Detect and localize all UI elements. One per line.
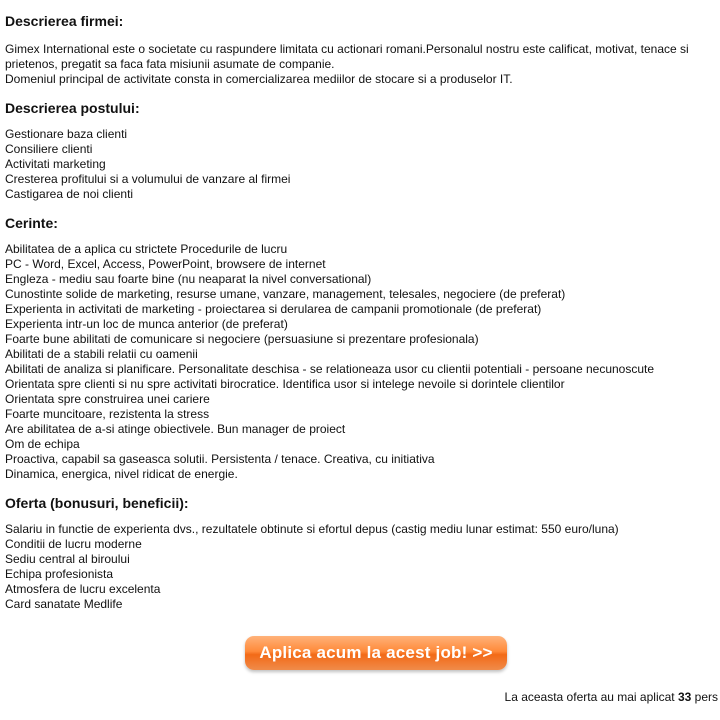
job-description-title: Descrierea postului:	[5, 100, 140, 116]
list-item: Engleza - mediu sau foarte bine (nu neaparat la nivel conversational)	[5, 272, 372, 286]
applicants-suffix: pers	[691, 690, 718, 704]
applicants-count: 33	[677, 690, 692, 704]
offer-title: Oferta (bonusuri, beneficii):	[5, 495, 189, 511]
list-item: Gestionare baza clienti	[5, 127, 128, 141]
list-item: Cunostinte solide de marketing, resurse umane, vanzare, management, telesales, negociere (de preferat)	[5, 287, 566, 301]
list-item: Orientata spre clienti si nu spre activitati birocratice. Identifica usor si intelege nevoile si dorintele clientilor	[5, 377, 565, 391]
list-item: Proactiva, capabil sa gaseasca solutii. Persistenta / tenace. Creativa, cu initiativa	[5, 452, 435, 466]
list-item: Salariu in functie de experienta dvs., rezultatele obtinute si efortul depus (castig mediu lunar estimat: 550 euro/luna)	[5, 522, 619, 536]
list-item: Conditii de lucru moderne	[5, 537, 142, 551]
list-item: Dinamica, energica, nivel ridicat de energie.	[5, 467, 238, 481]
applicants-prefix: La aceasta oferta au mai aplicat	[504, 690, 678, 704]
requirements-list	[5, 242, 654, 482]
list-item: Castigarea de noi clienti	[5, 187, 134, 201]
list-item: PC - Word, Excel, Access, PowerPoint, browsere de internet	[5, 257, 326, 271]
applicants-count-text	[505, 690, 718, 705]
offer-list	[5, 522, 619, 612]
list-item: Abilitati de a stabili relatii cu oamenii	[5, 347, 198, 361]
company-description-line: prietenos, pregatit sa faca fata misiunii asumate de companie.	[5, 57, 335, 71]
apply-button-wrapper	[245, 636, 507, 670]
requirements-title: Cerinte:	[5, 215, 58, 231]
company-description	[5, 42, 717, 87]
list-item: Consiliere clienti	[5, 142, 93, 156]
list-item: Are abilitatea de a-si atinge obiectivele. Bun manager de proiect	[5, 422, 346, 436]
company-description-title: Descrierea firmei:	[5, 13, 124, 29]
list-item: Card sanatate Medlife	[5, 597, 123, 611]
list-item: Foarte muncitoare, rezistenta la stress	[5, 407, 210, 421]
list-item: Echipa profesionista	[5, 567, 114, 581]
list-item: Abilitatea de a aplica cu strictete Procedurile de lucru	[5, 242, 288, 256]
list-item: Abilitati de analiza si planificare. Personalitate deschisa - se relationeaza usor cu clientii potentiali - persoane necunoscute	[5, 362, 655, 376]
list-item: Activitati marketing	[5, 157, 106, 171]
list-item: Experienta intr-un loc de munca anterior (de preferat)	[5, 317, 288, 331]
list-item: Atmosfera de lucru excelenta	[5, 582, 161, 596]
list-item: Experienta in activitati de marketing - proiectarea si derularea de campanii promotionale (de preferat)	[5, 302, 542, 316]
company-description-line: Domeniul principal de activitate consta in comercializarea mediilor de stocare si a produselor IT.	[5, 72, 513, 86]
list-item: Orientata spre construirea unei cariere	[5, 392, 210, 406]
list-item: Om de echipa	[5, 437, 80, 451]
company-description-line: Gimex International este o societate cu raspundere limitata cu actionari romani.Personalul nostru este calificat, motivat, tenace si	[5, 42, 689, 56]
list-item: Sediu central al biroului	[5, 552, 130, 566]
list-item: Cresterea profitului si a volumului de vanzare al firmei	[5, 172, 291, 186]
apply-now-button[interactable]: Aplica acum la acest job! >>	[245, 636, 507, 670]
job-description-list	[5, 127, 290, 202]
list-item: Foarte bune abilitati de comunicare si negociere (persuasiune si prezentare profesionala)	[5, 332, 479, 346]
